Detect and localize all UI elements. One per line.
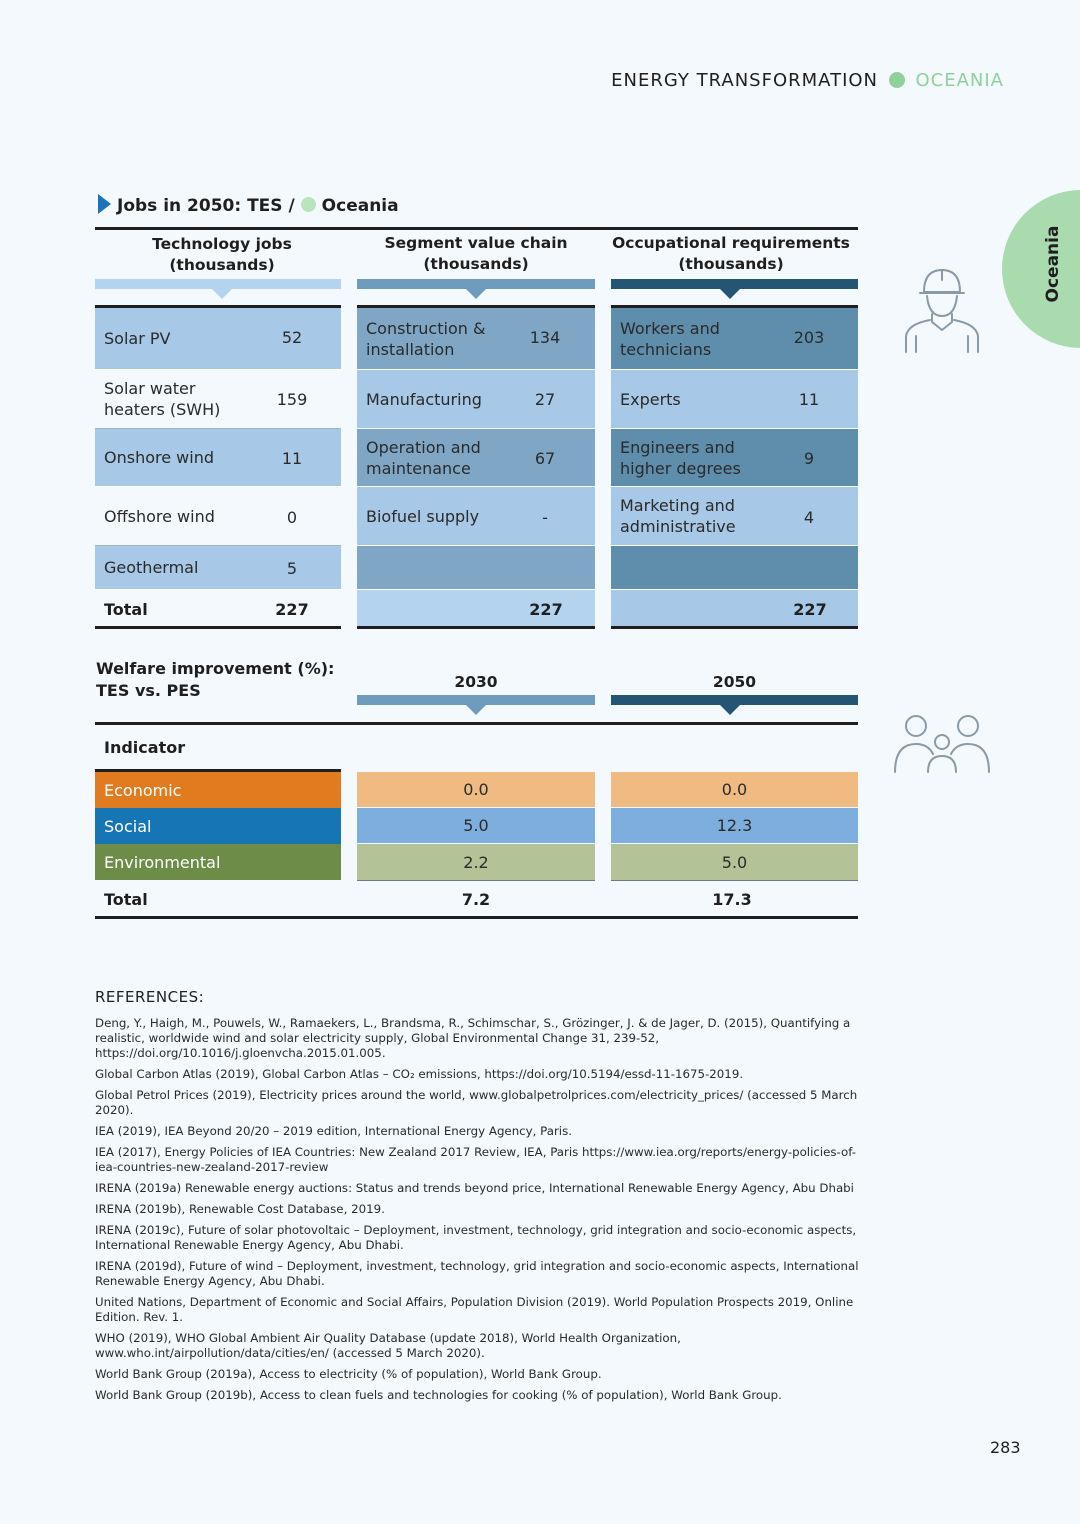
segment-row-empty (357, 546, 595, 590)
reference-item: IRENA (2019c), Future of solar photovoltaic – Deployment, investment, technology, grid integration and socio-economic aspects, International Renewable Energy Agency, Abu Dhabi. (95, 1223, 857, 1252)
tech-label: Onshore wind (104, 448, 214, 467)
band-occupational (611, 279, 858, 289)
tech-value: 159 (276, 390, 308, 409)
tech-label: Offshore wind (104, 506, 215, 526)
col-heading-segment: Segment value chain (thousands) (384, 234, 568, 273)
reference-item: United Nations, Department of Economic and Social Affairs, Population Division (2019). World Population Prospects 2019, Online Edition. Rev. 1. (95, 1295, 854, 1324)
occupation-value: 11 (798, 390, 820, 409)
reference-item: IEA (2019), IEA Beyond 20/20 – 2019 edition, International Energy Agency, Paris. (95, 1124, 572, 1138)
divider (611, 880, 858, 881)
occupation-label: Experts (620, 389, 681, 409)
bottom-rule (611, 626, 858, 629)
occupation-row-empty (611, 546, 858, 590)
page-number: 283 (990, 1438, 1021, 1457)
chart-title (98, 194, 399, 216)
welfare-value: 5.0 (357, 808, 595, 843)
notch-technology (212, 289, 232, 299)
segment-label: Construction & installation (366, 318, 486, 359)
people-icon (892, 712, 992, 776)
band-2030 (357, 695, 595, 705)
welfare-value: 2.2 (357, 844, 595, 880)
chart-title-prefix: Jobs in 2050: TES / (117, 196, 295, 216)
occupation-value: 9 (803, 449, 815, 468)
tech-value: 11 (281, 449, 303, 468)
welfare-row-economic (95, 772, 341, 808)
reference-item: IRENA (2019a) Renewable energy auctions: Status and trends beyond price, International Renewable Energy Agency, Abu Dhabi (95, 1181, 854, 1195)
segment-value: 67 (534, 449, 556, 468)
notch-2030 (466, 705, 486, 715)
top-rule (341, 227, 357, 230)
references-title: REFERENCES: (95, 988, 205, 1006)
welfare-label: Economic (104, 780, 182, 800)
segment-label: Biofuel supply (366, 506, 480, 526)
welfare-value: 5.0 (611, 844, 858, 880)
total-segment: 227 (529, 600, 563, 619)
segment-label: Manufacturing (366, 389, 482, 409)
top-rule (95, 227, 341, 230)
welfare-row-environmental (95, 844, 341, 880)
band-segment (357, 279, 595, 289)
notch-segment (466, 289, 486, 299)
chart-title-region: Oceania (321, 196, 399, 216)
divider (357, 880, 595, 881)
reference-item: IEA (2017), Energy Policies of IEA Countries: New Zealand 2017 Review, IEA, Paris https://www.iea.org/reports/energy-policies-of-iea-countries-new-zealand-2017-review (95, 1145, 856, 1174)
welfare-total-label: Total (104, 890, 148, 909)
welfare-total-2050: 17.3 (712, 890, 752, 909)
top-rule (611, 227, 858, 230)
occupation-label: Engineers and higher degrees (620, 437, 741, 478)
band-technology (95, 279, 341, 289)
welfare-value: 0.0 (357, 772, 595, 807)
region-dot-icon (889, 72, 905, 88)
tech-value: 5 (286, 559, 298, 578)
side-tab-label-wrap (1037, 200, 1069, 340)
reference-item: IRENA (2019b), Renewable Cost Database, 2019. (95, 1202, 385, 1216)
header-section: ENERGY TRANSFORMATION (611, 70, 879, 91)
band-2050 (611, 695, 858, 705)
top-rule (595, 227, 611, 230)
tech-label: Solar PV (104, 329, 171, 348)
indicator-label: Indicator (104, 738, 186, 757)
bottom-rule (357, 626, 595, 629)
occupation-label: Workers and technicians (620, 318, 720, 359)
welfare-total-2030: 7.2 (461, 890, 491, 909)
side-tab-label: Oceania (1043, 225, 1063, 303)
occupation-label: Marketing and administrative (620, 496, 736, 536)
total-occupational: 227 (793, 600, 827, 619)
welfare-year-2030: 2030 (454, 673, 498, 691)
welfare-value: 0.0 (611, 772, 858, 807)
segment-label: Operation and maintenance (366, 437, 481, 478)
top-rule (357, 227, 595, 230)
triangle-marker-icon (98, 194, 111, 214)
col-heading-occupational: Occupational requirements (thousands) (612, 234, 850, 273)
welfare-top-rule (95, 722, 858, 725)
reference-item: Global Petrol Prices (2019), Electricity prices around the world, www.globalpetrolprices.com/electricity_prices/ (accessed 5 March 2020). (95, 1088, 858, 1117)
total-label: Total (104, 600, 148, 619)
occupation-value: 4 (803, 508, 815, 527)
notch-2050 (720, 705, 740, 715)
header-region: OCEANIA (915, 70, 1004, 91)
reference-item: World Bank Group (2019b), Access to clean fuels and technologies for cooking (% of population), World Bank Group. (95, 1388, 782, 1402)
welfare-year-2050: 2050 (712, 673, 757, 691)
welfare-title: Welfare improvement (%): TES vs. PES (96, 659, 335, 700)
references-list (95, 1016, 865, 1409)
tech-label: Solar water heaters (SWH) (104, 379, 221, 419)
running-header (560, 70, 1004, 91)
welfare-value: 12.3 (611, 808, 858, 843)
welfare-row-social (95, 808, 341, 844)
tech-value: 0 (286, 508, 298, 527)
total-technology: 227 (275, 600, 309, 619)
welfare-label: Environmental (104, 852, 221, 872)
notch-occupational (720, 289, 740, 299)
region-dot-icon (301, 197, 316, 212)
reference-item: WHO (2019), WHO Global Ambient Air Quality Database (update 2018), World Health Organization, www.who.int/airpollution/data/cities/en/ (accessed 5 March 2020). (95, 1331, 681, 1360)
segment-value: - (542, 508, 548, 527)
worker-icon (900, 266, 984, 356)
segment-value: 134 (529, 328, 561, 347)
bottom-rule (95, 626, 341, 629)
welfare-bottom-rule (95, 916, 858, 919)
occupation-value: 203 (793, 328, 825, 347)
col-heading-technology: Technology jobs (thousands) (152, 235, 292, 274)
welfare-label: Social (104, 816, 152, 836)
reference-item: IRENA (2019d), Future of wind – Deployment, investment, technology, grid integration and socio-economic aspects, International Renewable Energy Agency, Abu Dhabi. (95, 1259, 859, 1288)
reference-item: World Bank Group (2019a), Access to electricity (% of population), World Bank Group. (95, 1367, 602, 1381)
reference-item: Deng, Y., Haigh, M., Pouwels, W., Ramaekers, L., Brandsma, R., Schimschar, S., Grözinger, J. & de Jager, D. (2015), Quantifying a realistic, worldwide wind and solar electricity supply, Global Environmental Change 31, 239-52, https://doi.org/10.1016/j.gloenvcha.2015.01.005. (95, 1016, 851, 1060)
tech-value: 52 (281, 328, 303, 347)
segment-value: 27 (534, 390, 556, 409)
reference-item: Global Carbon Atlas (2019), Global Carbon Atlas – CO₂ emissions, https://doi.org/10.5194/essd-11-1675-2019. (95, 1067, 744, 1081)
tech-label: Geothermal (104, 558, 199, 577)
